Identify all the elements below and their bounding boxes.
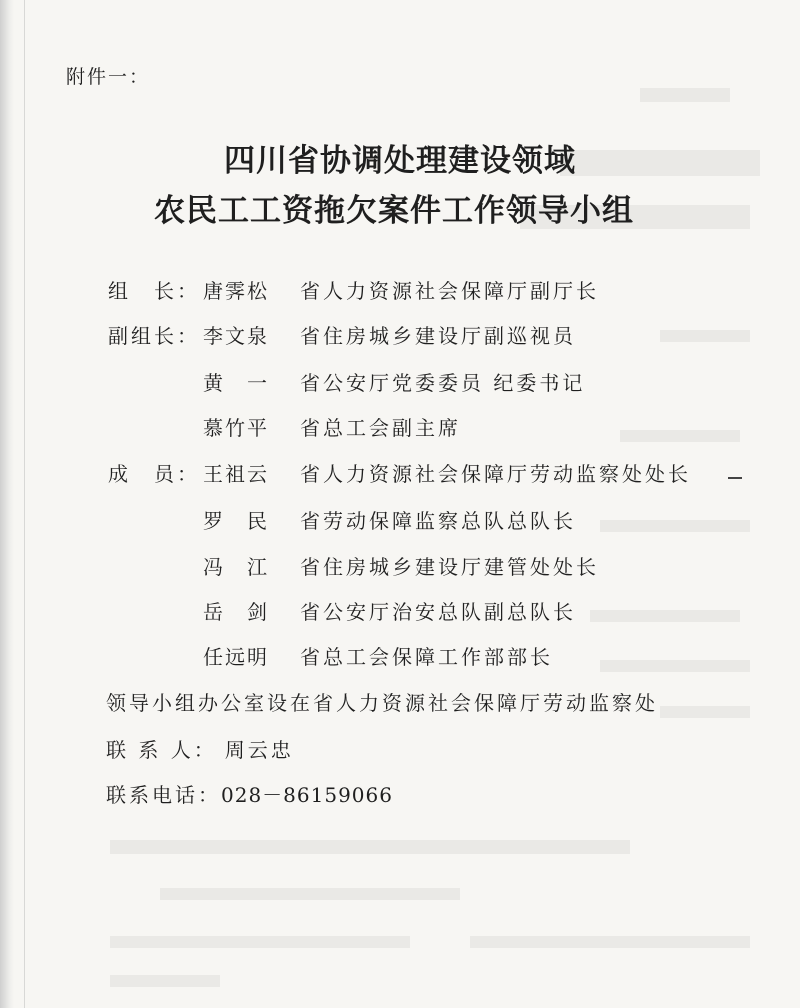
member-name: 罗 民 <box>203 509 269 533</box>
bleed-through-mark <box>600 660 750 672</box>
member-name: 李文泉 <box>203 324 269 348</box>
bleed-through-mark <box>160 888 460 900</box>
member-position: 省公安厅党委委员 纪委书记 <box>300 371 586 395</box>
member-position: 省人力资源社会保障厅劳动监察处处长 <box>300 462 691 486</box>
bleed-through-mark <box>110 936 410 948</box>
member-role: 副组长： <box>108 324 200 348</box>
member-position: 省人力资源社会保障厅副厅长 <box>300 279 599 303</box>
member-position: 省总工会保障工作部部长 <box>300 645 553 669</box>
contact-phone-label: 联系电话： <box>106 783 221 807</box>
bleed-through-mark <box>620 430 740 442</box>
bleed-through-mark <box>640 88 730 102</box>
pen-mark <box>728 477 742 479</box>
bleed-through-mark <box>110 975 220 987</box>
member-name: 冯 江 <box>203 555 269 579</box>
office-note: 领导小组办公室设在省人力资源社会保障厅劳动监察处 <box>106 691 658 715</box>
attachment-label: 附件一： <box>66 66 151 88</box>
bleed-through-mark <box>110 840 630 854</box>
member-position: 省劳动保障监察总队总队长 <box>300 509 576 533</box>
bleed-through-mark <box>470 936 750 948</box>
member-position: 省住房城乡建设厅副巡视员 <box>300 324 576 348</box>
bleed-through-mark <box>590 610 740 622</box>
member-name: 唐霁松 <box>203 279 269 303</box>
member-position: 省住房城乡建设厅建管处处长 <box>300 555 599 579</box>
contact-person-line <box>106 734 294 763</box>
member-name: 王祖云 <box>203 462 269 486</box>
member-role: 成 员： <box>108 462 200 486</box>
member-name: 岳 剑 <box>203 600 269 624</box>
member-position: 省总工会副主席 <box>300 416 461 440</box>
bleed-through-mark <box>600 520 750 532</box>
member-name: 黄 一 <box>203 371 269 395</box>
document-title-line-1: 四川省协调处理建设领域 <box>224 143 576 179</box>
document-title-line-2: 农民工工资拖欠案件工作领导小组 <box>154 193 634 229</box>
bleed-through-mark <box>660 330 750 342</box>
contact-phone-number: 028－86159066 <box>221 783 393 807</box>
member-role: 组 长： <box>108 279 200 303</box>
member-position: 省公安厅治安总队副总队长 <box>300 600 576 624</box>
contact-person-label: 联 系 人： <box>106 738 217 762</box>
contact-phone-line <box>106 779 393 808</box>
member-name: 慕竹平 <box>203 416 269 440</box>
member-name: 任远明 <box>203 645 269 669</box>
bleed-through-mark <box>660 706 750 718</box>
contact-person-name: 周云忠 <box>224 738 294 762</box>
